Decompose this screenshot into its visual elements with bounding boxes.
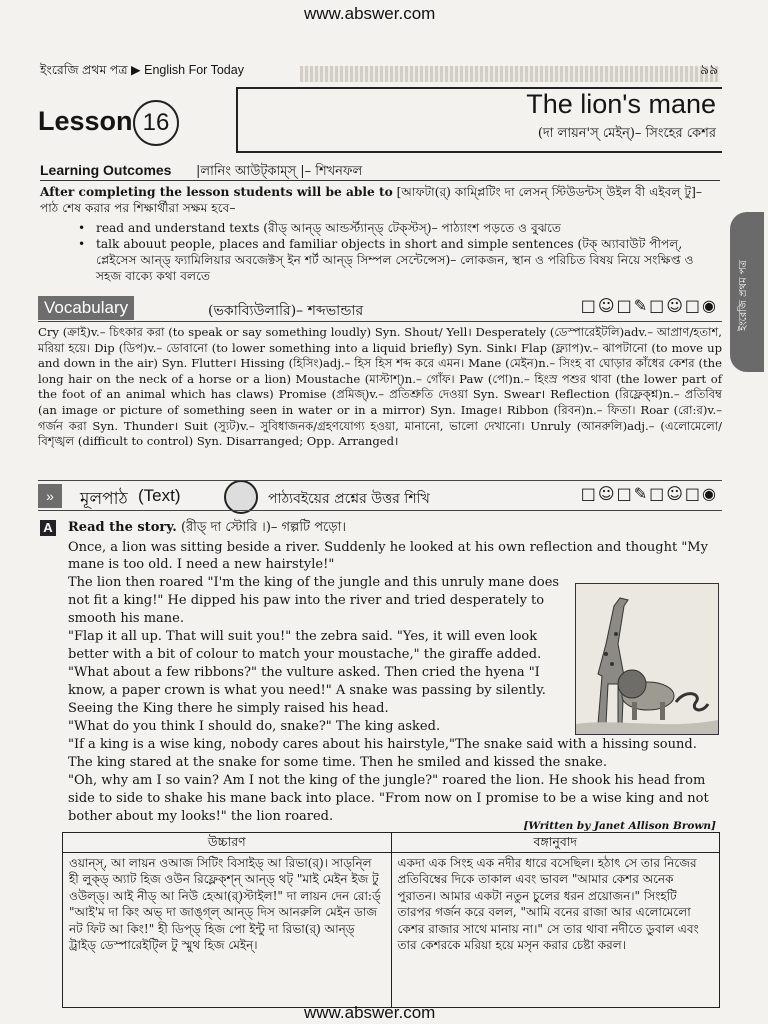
reader-avatar-icon (224, 480, 258, 514)
intro-text: After completing the lesson students will be able to (40, 185, 393, 199)
text-heading-en: (Text) (138, 486, 181, 505)
story-line: "What about a few ribbons?" the vulture asked. Then cried the hyena "I (68, 665, 540, 680)
learning-outcomes-intro (40, 184, 724, 216)
text-heading-sub: পাঠ্যবইয়ের প্রশ্নের উত্তর শিখি (268, 491, 430, 507)
breadcrumb-subject: ইংরেজি প্রথম পত্র (40, 63, 128, 77)
vocabulary-heading: Vocabulary (38, 296, 134, 320)
text-heading-bn: মূলপাঠ (80, 489, 128, 508)
story-line: better with a bit of colour to match your moustache," the giraffe added. (68, 647, 542, 662)
breadcrumb (40, 62, 244, 82)
story-line: mane is too old. I need a new hairstyle!" (68, 557, 335, 572)
story-instruction (68, 520, 346, 537)
lesson-label: Lesson (38, 106, 133, 136)
story-line: side to side to shake his mane back into place. "From now on I promise to be a wise king and not (68, 791, 709, 806)
divider (38, 480, 722, 481)
table-header-translation: বঙ্গানুবাদ (391, 833, 720, 853)
table-header-pronunciation: উচ্চারণ (63, 833, 392, 853)
page-number: ৯৯ (700, 61, 719, 77)
story-line: The king stared at the snake for some time. Then he smiled and kissed the snake. (68, 755, 607, 770)
side-chapter-tab-label: ইংরেজি প্রথম পত্র (738, 260, 749, 331)
learning-outcomes-heading: Learning Outcomes (40, 162, 172, 178)
pronunciation-cell: ওয়ান্স্, আ লায়ন ওআজ সিটিং বিসাইড্ আ রিভা(র্)। সাড্‌ন্লি হী লুক্‌ড্ অ্যাট হিজ ওউন রিফ্লেক্শ্ন্ আন্ড্ থট্ "মাই মেইন ইজ টু ওউল্ড্। আই নীড্ আ নিউ হেআ(র্)স্টাইল!" দা লায়ন দেন রো:র্ড্ "আই'ম দা কিং অভ্ দা জাঙ্গ্‌ল্ আন্ড্ দিস আনরুলি মেইন ডাজ নট ফিট আ কিং!" হী ডিপ্‌ড্ হিজ পো ইন্টু দা রিভা(র্) আন্ড্ ট্রাইড্ ডেস্পারেইট্লি টু স্মুথ হিজ মেইন্। (63, 852, 392, 1007)
story-line: The lion then roared "I'm the king of the jungle and this unruly mane does (68, 575, 560, 590)
story-credit: [Written by Janet Allison Brown] (523, 820, 716, 832)
instruction-text: Read the story. (68, 520, 177, 535)
learning-outcomes-pron: |লানিং আউট্কাম্স্ |– শিখনফল (196, 164, 363, 179)
story-line: not fit a king!" He dipped his paw into the river and tried desperately to (68, 593, 545, 608)
breadcrumb-arrow-icon: ▶ (131, 63, 141, 77)
story-line: know, a paper crown is what you need!" A snake was passing by silently. (68, 683, 546, 698)
site-watermark-bottom: www.abswer.com (304, 1003, 436, 1022)
story-line: smooth his mane. (68, 611, 184, 626)
outcome-item: • talk abouut people, places and familiar objects in short and simple sentences (টক্ অ্যাবাউট পীপল্, প্লেইসেস আন্ড্ ফ্যামিলিয়ার অবজেক্টস্ ইন শর্ট আন্ড্ সিম্পল সেন্টেন্সেস)– লোকজন, স্থান ও পরিচিত বিষয় নিয়ে সংক্ষিপ্ত ও সহজ বাক্যে কথা বলতে (96, 236, 722, 284)
story-line: "If a king is a wise king, nobody cares about his hairstyle,"The snake said with a hissing sound. (68, 737, 697, 752)
vocabulary-heading-pron: (ভকাব্যিউলারি)– শব্দভান্ডার (208, 303, 364, 319)
text-section-header (38, 484, 722, 508)
lesson-title: The lion's mane (526, 89, 716, 119)
double-arrow-icon: » (38, 484, 62, 508)
site-watermark-top: www.abswer.com (304, 4, 436, 23)
divider (38, 321, 722, 322)
story-line: Seeing the King there he simply raised his head. (68, 701, 389, 716)
table-row (63, 852, 720, 1007)
instruction-pron: (রীড্ দা স্টোরি ।)– গল্পটি পড়ো। (180, 520, 347, 535)
intro-pron: [আফটা(র্) কাম্প্লিটিং দা লেসন্ স্টিউডন্টস্ উইল বী এইবল্ টু]– পাঠ শেষ করার পর শিক্ষার্থীরা সক্ষম হবে– (40, 185, 702, 215)
skill-icons: □☺□✎□☺□◉ (580, 484, 718, 503)
animals-image (576, 584, 718, 734)
translation-cell: একদা এক সিংহ এক নদীর ধারে বসেছিল। হঠাৎ সে তার নিজের প্রতিবিম্বের দিকে তাকাল এবং ভাবল "আমার কেশর অনেক পুরাতন। আমার একটা নতুন চুলের ধরন প্রয়োজন।" সিংহটি তারপর গর্জন করে বলল, "আমি বনের রাজা আর এলোমেলো কেশর রাজার সাথে মানায় না।" সে তার থাবা নদীতে ডুবাল এবং তার কেশরকে মরিয়া হয়ে মসৃন করার চেষ্টা করল। (391, 852, 720, 1007)
header-pattern-strip (300, 66, 720, 82)
lesson-number-badge: 16 (133, 100, 179, 146)
divider (38, 510, 722, 511)
story-line: "What do you think I should do, snake?" The king asked. (68, 719, 441, 734)
outcome-item: • read and understand texts (রীড্ আন্ড্ আন্ডর্স্ট্যান্ড্ টেক্স্টস্)– পাঠ্যাংশ পড়তে ও বুঝতে (96, 220, 722, 236)
story-line: "Flap it all up. That will suit you!" the zebra said. "Yes, it will even look (68, 629, 538, 644)
skill-icons: □☺□✎□☺□◉ (580, 296, 718, 315)
table-header-row (63, 833, 720, 853)
giraffe-lion-illustration (575, 583, 719, 735)
vocabulary-header (38, 296, 722, 320)
story-line: "Oh, why am I so vain? Am I not the king of the jungle?" roared the lion. He shook his head from (68, 773, 706, 788)
section-a-badge: A (40, 520, 56, 536)
breadcrumb-book: English For Today (144, 63, 244, 77)
divider (40, 180, 720, 181)
story-line: Once, a lion was sitting beside a river. Suddenly he looked at his own reflection and thought "My (68, 540, 708, 555)
lesson-subtitle: (দা লায়ন'স্ মেইন্)– সিংহের কেশর (537, 126, 716, 141)
story-line: bother about my looks!" the lion roared. (68, 809, 334, 824)
pronunciation-translation-table (62, 832, 720, 1008)
vocabulary-text: Cry (ক্রাই)v.– চিৎকার করা (to speak or say something loudly) Syn. Shout/ Yell। Desperately (ডেস্পারেইটলি)adv.– আপ্রাণ/হতাশ, মরিয়া হয়ে। Dip (ডিপ)v.– ডোবানো (to lower something into a liquid briefly) Syn. Sink। Flap (ফ্ল্যাপ)v.– ঝাপটানো (to move up and down in the air) Syn. Flutter। Hissing (হিসিং)adj.– হিস হিস শব্দ করে এমন। Mane (মেইন)n.– সিংহ বা ঘোড়ার কাঁধের কেশর (the long hair on the neck of a horse or a lion) Moustache (মাস্টাশ্)n.– গোঁফ। Paw (পো)n.– হিংস্র পশুর থাবা (the lower part of the foot of an animal which has claws) Promise (প্রমিজ্)v.– প্রতিশ্রুতি দেওয়া Syn. Swear। Reflection (রিফ্লেক্শ্ন)n.– প্রতিবিম্ব (an image or picture of something seen in water or in a mirror) Syn. Image। Ribbon (রিবন)n.– ফিতা। Roar (রো:র)v.– গর্জন করা Syn. Thunder। Suit (স্যুট)v.– সুবিধাজনক/গ্রহণযোগ্য হওয়া, মানানো, ভালো দেখানো। Unruly (আনরুলি)adj.– (এলোমেলো/ বিশৃঙ্খল (difficult to control) Syn. Disarranged; Opp. Arranged। (38, 325, 722, 449)
